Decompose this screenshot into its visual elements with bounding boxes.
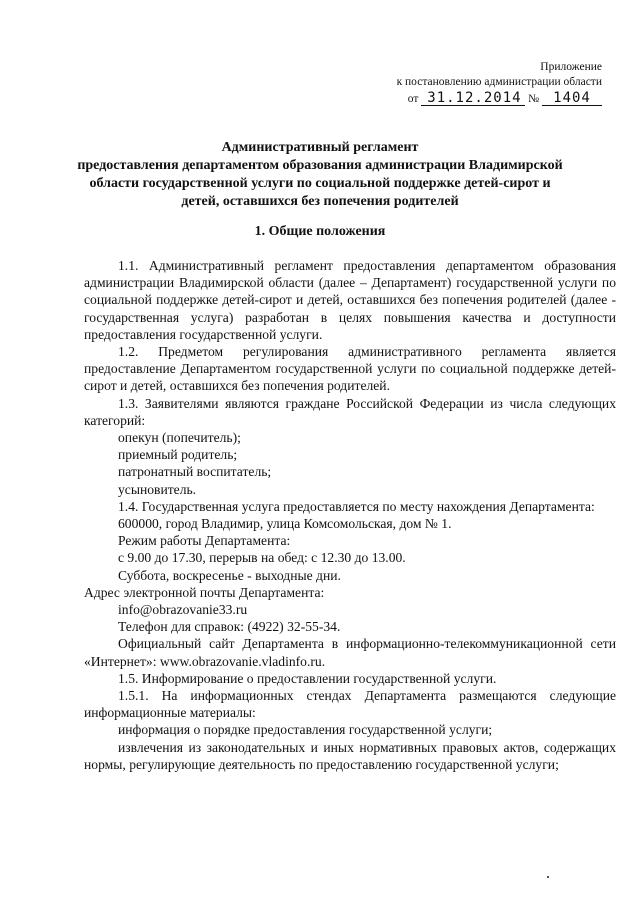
category-item: приемный родитель; bbox=[118, 447, 238, 463]
title-line: Административный регламент bbox=[221, 140, 419, 155]
date-prefix: от bbox=[407, 93, 419, 105]
resolution-date: 31.12.2014 bbox=[421, 91, 525, 106]
appendix-label: Приложение bbox=[540, 61, 602, 73]
info-item: информация о порядке предоставления государственной услуги; bbox=[118, 722, 493, 738]
title-line: предоставления департаментом образования администрации Владимирской bbox=[77, 158, 563, 173]
schedule-label: Режим работы Департамента: bbox=[118, 533, 291, 549]
scan-speck bbox=[547, 876, 549, 878]
department-address: 600000, город Владимир, улица Комсомольская, дом № 1. bbox=[118, 516, 452, 532]
email-label: Адрес электронной почты Департамента: bbox=[84, 584, 325, 600]
appendix-block bbox=[342, 60, 602, 107]
paragraph-1-4: 1.4. Государственная услуга предоставляется по месту нахождения Департамента: bbox=[118, 498, 595, 514]
title-line: детей, оставшихся без попечения родителей bbox=[181, 194, 459, 209]
weekend-days: Суббота, воскресенье - выходные дни. bbox=[118, 567, 341, 583]
category-item: патронатный воспитатель; bbox=[118, 464, 272, 480]
paragraph-1-5-1: 1.5.1. На информационных стендах Департамента размещаются следующие информационные материалы: bbox=[84, 688, 616, 721]
info-item: извлечения из законодательных и иных нормативных правовых актов, содержащих нормы, регулирующие деятельность по предоставлению государственной услуги; bbox=[84, 739, 616, 772]
number-prefix: № bbox=[528, 93, 540, 105]
appendix-resolution-ref: к постановлению администрации области bbox=[396, 76, 602, 88]
section-heading: 1. Общие положения bbox=[254, 224, 386, 239]
resolution-number: 1404 bbox=[542, 91, 602, 106]
paragraph-1-2: 1.2. Предметом регулирования административного регламента является предоставление Департаментом государственной услуги по социальной поддержке детей-сирот и детей, оставшихся без попечения родителей. bbox=[84, 344, 616, 394]
paragraph-1-5: 1.5. Информирование о предоставлении государственной услуги. bbox=[118, 670, 497, 686]
document-title bbox=[70, 139, 570, 211]
document-body bbox=[84, 257, 616, 773]
paragraph-1-3: 1.3. Заявителями являются граждане Российской Федерации из числа следующих категорий: bbox=[84, 395, 616, 428]
official-site: Официальный сайт Департамента в информационно-телекоммуникационной сети «Интернет»: www.obrazovanie.vladinfo.ru. bbox=[84, 636, 616, 669]
appendix-date-number bbox=[342, 91, 602, 107]
title-line: области государственной услуги по социальной поддержке детей-сирот и bbox=[89, 176, 551, 191]
phone-info: Телефон для справок: (4922) 32-55-34. bbox=[118, 619, 341, 635]
schedule-hours: с 9.00 до 17.30, перерыв на обед: с 12.30 до 13.00. bbox=[118, 550, 406, 566]
department-email: info@obrazovanie33.ru bbox=[118, 602, 248, 618]
category-item: опекун (попечитель); bbox=[118, 430, 241, 446]
paragraph-1-1: 1.1. Административный регламент предоставления департаментом образования администрации Владимирской области (далее – Департамент) государственной услуги по социальной поддержке детей-сирот и детей, оставшихся без попечения родителей (далее - государственная услуга) разработан в целях повышения качества и доступности предоставления государственной услуги. bbox=[84, 258, 616, 342]
category-item: усыновитель. bbox=[118, 481, 197, 497]
